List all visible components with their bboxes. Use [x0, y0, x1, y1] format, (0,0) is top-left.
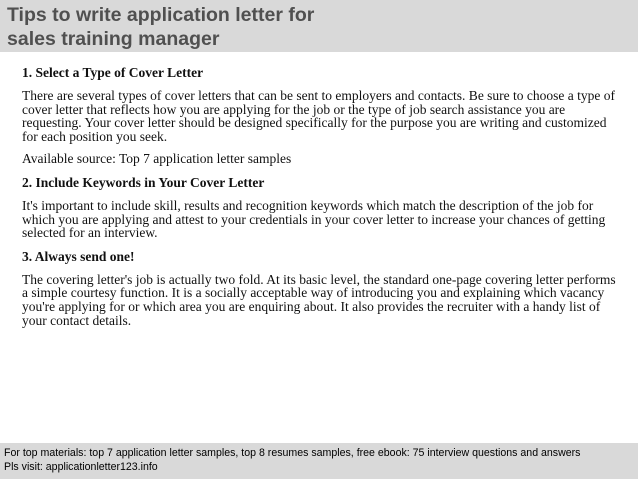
section-1-paragraph-1: There are several types of cover letters that can be sent to employers and contacts. Be sure to choose a type of cover letter that reflects how you are applying for the job or the type of job search assistance you are requesting. Your cover letter should be designed specifically for the purpose you are writing and customized for each position you seek. — [22, 88, 616, 144]
footer-line-1: For top materials: top 7 application letter samples, top 8 resumes samples, free ebook: 75 interview questions and answers — [4, 447, 581, 459]
section-2-paragraph-1: It's important to include skill, results and recognition keywords which match the description of the job for which you are applying and attest to your credentials in your cover letter to increase your chances of getting selected for an interview. — [22, 197, 606, 241]
footer-band — [0, 443, 638, 479]
page-title — [7, 3, 314, 51]
page-title-line-1: Tips to write application letter for — [7, 4, 315, 26]
page-title-line-2: sales training manager — [7, 28, 220, 50]
section-3-heading: 3. Always send one! — [22, 248, 135, 264]
section-3-paragraph-1: The covering letter's job is actually two fold. At its basic level, the standard one-page covering letter performs a simple courtesy function. It is a socially acceptable way of introducing you and explaining which vacancy you're applying for or which area you are enquiring about. It also provides the recruiter with a handy list of your contact details. — [22, 271, 616, 328]
title-band — [0, 0, 638, 52]
section-1-source-note: Available source: Top 7 application letter samples — [22, 151, 292, 167]
section-2-heading: 2. Include Keywords in Your Cover Letter — [22, 174, 265, 190]
section-1-heading: 1. Select a Type of Cover Letter — [22, 65, 204, 80]
article-body — [22, 65, 622, 336]
footer-line-2: Pls visit: applicationletter123.info — [4, 461, 158, 473]
